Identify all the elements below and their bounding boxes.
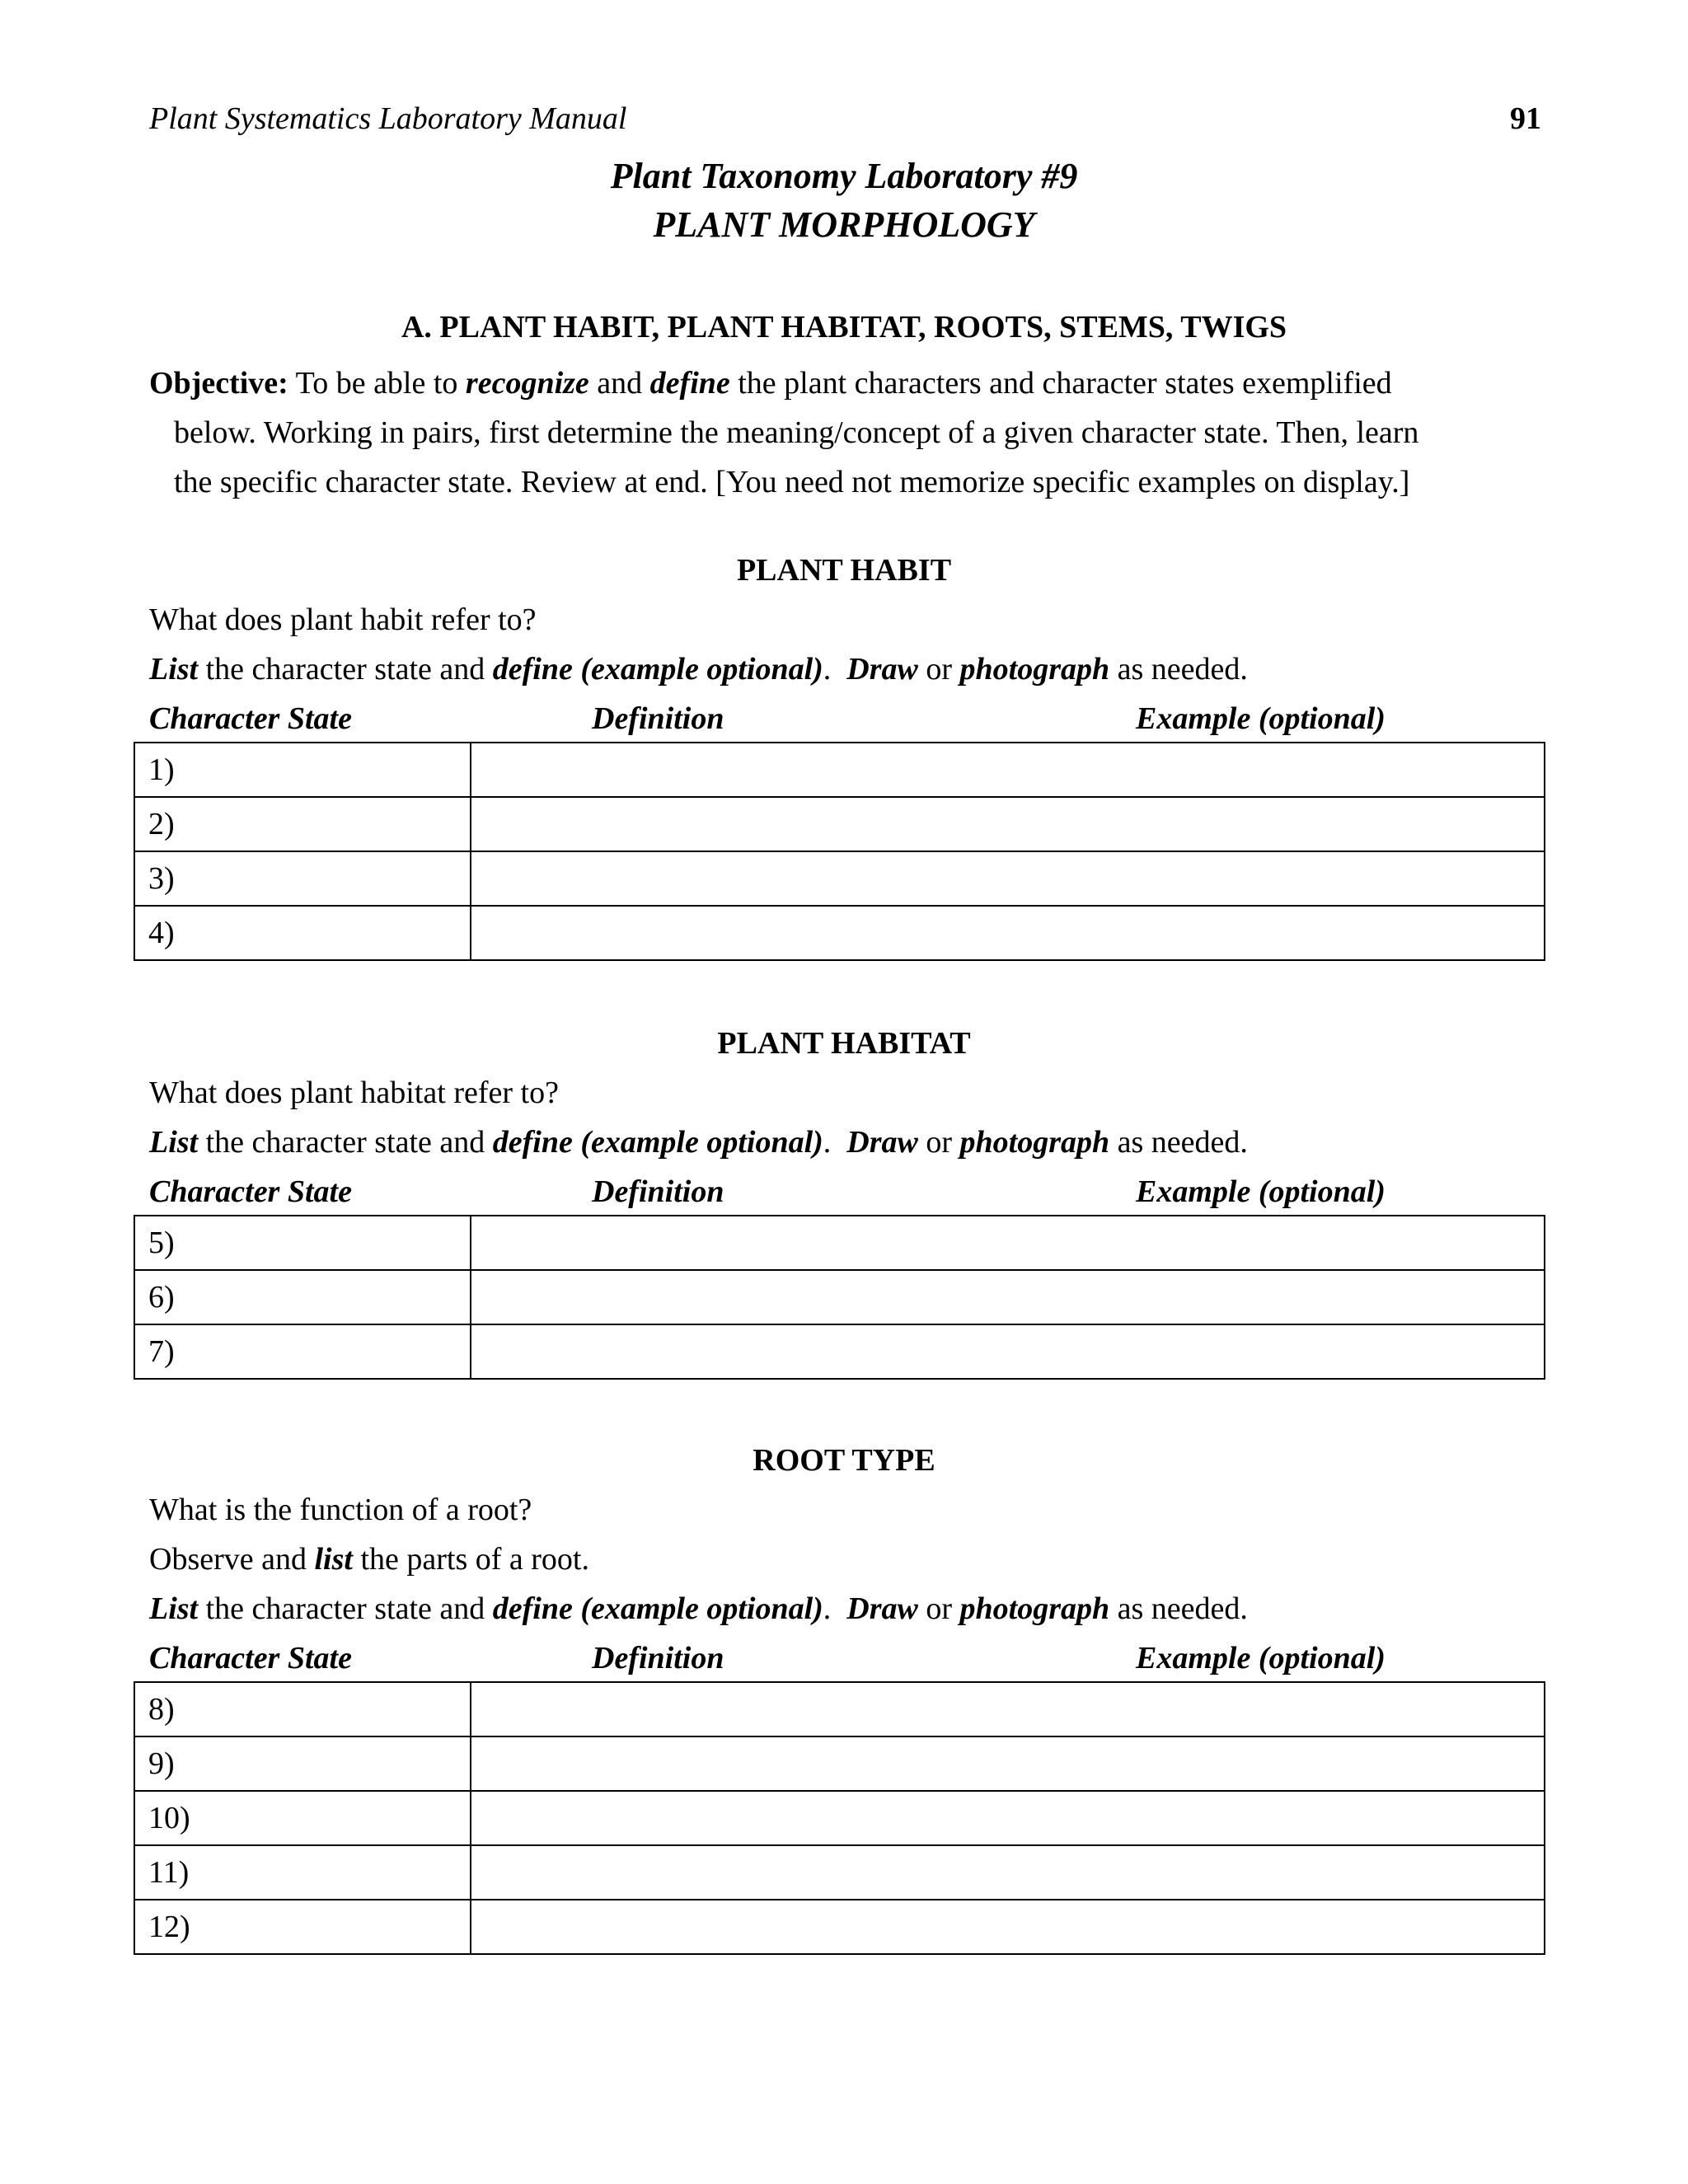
- instr-photograph: photograph: [959, 1591, 1110, 1626]
- definition-cell[interactable]: [471, 743, 1545, 797]
- definition-cell[interactable]: [471, 1270, 1545, 1324]
- objective-line-3: the specific character state. Review at end. [You need not memorize specific examples on display.]: [174, 465, 1410, 499]
- lab-subtitle: PLANT MORPHOLOGY: [653, 204, 1035, 245]
- col-header-example: Example (optional): [1136, 1641, 1386, 1675]
- row-number: 5): [134, 1216, 471, 1270]
- table-row: [134, 1682, 1545, 1736]
- instr-photograph: photograph: [959, 1125, 1110, 1160]
- table-row: [134, 1324, 1545, 1379]
- instr-draw: Draw: [846, 1125, 918, 1160]
- definition-cell[interactable]: [471, 1216, 1545, 1270]
- row-number: 7): [134, 1324, 471, 1379]
- plant-habit-heading: PLANT HABIT: [736, 553, 952, 588]
- table-row: [134, 1270, 1545, 1324]
- instr-period: .: [823, 1591, 832, 1626]
- plant-habit-question: What does plant habit refer to?: [149, 602, 537, 637]
- instr-as-needed: as needed.: [1117, 1125, 1248, 1160]
- instr-period: .: [823, 1125, 832, 1160]
- row-number: 2): [134, 797, 471, 851]
- instr-or: or: [926, 1125, 953, 1160]
- table-row: [134, 1791, 1545, 1845]
- observe-text: Observe and: [149, 1542, 307, 1577]
- instr-draw: Draw: [846, 1591, 918, 1626]
- instr-photograph: photograph: [959, 652, 1110, 687]
- col-header-state: Character State: [149, 1174, 352, 1209]
- root-type-table: [134, 1681, 1545, 1955]
- plant-habitat-heading: PLANT HABITAT: [717, 1026, 971, 1061]
- instr-text: the character state and: [205, 652, 485, 687]
- instr-draw: Draw: [846, 652, 918, 687]
- definition-cell[interactable]: [471, 1845, 1545, 1900]
- row-number: 12): [134, 1900, 471, 1954]
- objective-label: Objective:: [149, 366, 288, 401]
- definition-cell[interactable]: [471, 1791, 1545, 1845]
- instr-text: the character state and: [205, 1591, 485, 1626]
- col-header-example: Example (optional): [1136, 701, 1386, 736]
- section-a-heading: A. PLANT HABIT, PLANT HABITAT, ROOTS, STEMS, TWIGS: [401, 310, 1287, 344]
- row-number: 4): [134, 906, 471, 960]
- col-header-definition: Definition: [592, 1174, 724, 1209]
- col-header-definition: Definition: [592, 1641, 724, 1675]
- row-number: 6): [134, 1270, 471, 1324]
- plant-habitat-table: [134, 1215, 1545, 1380]
- col-header-example: Example (optional): [1136, 1174, 1386, 1209]
- root-type-observe: [149, 1541, 589, 1577]
- table-row: [134, 1900, 1545, 1954]
- definition-cell[interactable]: [471, 1900, 1545, 1954]
- objective-line-2: below. Working in pairs, first determine the meaning/concept of a given character state. Then, learn: [174, 415, 1419, 450]
- row-number: 8): [134, 1682, 471, 1736]
- objective-paragraph: [149, 359, 1550, 507]
- instr-define: define (example optional): [492, 1125, 823, 1160]
- instr-as-needed: as needed.: [1117, 652, 1248, 687]
- manual-title: Plant Systematics Laboratory Manual: [149, 101, 627, 136]
- row-number: 9): [134, 1736, 471, 1791]
- plant-habitat-question: What does plant habitat refer to?: [149, 1076, 559, 1110]
- objective-text: and: [597, 366, 643, 401]
- table-row: [134, 797, 1545, 851]
- definition-cell[interactable]: [471, 1324, 1545, 1379]
- table-row: [134, 743, 1545, 797]
- instr-list: List: [149, 1125, 199, 1160]
- objective-text: To be able to: [295, 366, 458, 401]
- table-row: [134, 1845, 1545, 1900]
- row-number: 11): [134, 1845, 471, 1900]
- definition-cell[interactable]: [471, 1682, 1545, 1736]
- instr-define: define (example optional): [492, 652, 823, 687]
- lab-title: Plant Taxonomy Laboratory #9: [610, 156, 1078, 196]
- col-header-definition: Definition: [592, 701, 724, 736]
- root-type-heading: ROOT TYPE: [753, 1443, 935, 1478]
- plant-habitat-instructions: [149, 1124, 1248, 1160]
- plant-habit-table: [134, 742, 1545, 961]
- root-type-question: What is the function of a root?: [149, 1493, 532, 1527]
- table-row: [134, 1736, 1545, 1791]
- instr-define: define (example optional): [492, 1591, 823, 1626]
- table-row: [134, 906, 1545, 960]
- objective-text: the plant characters and character states exemplified: [738, 366, 1392, 401]
- table-row: [134, 1216, 1545, 1270]
- row-number: 10): [134, 1791, 471, 1845]
- plant-habit-instructions: [149, 651, 1248, 687]
- definition-cell[interactable]: [471, 797, 1545, 851]
- table-row: [134, 851, 1545, 906]
- objective-recognize: recognize: [465, 366, 589, 401]
- row-number: 3): [134, 851, 471, 906]
- instr-list: List: [149, 1591, 199, 1626]
- instr-text: the character state and: [205, 1125, 485, 1160]
- instr-or: or: [926, 1591, 953, 1626]
- root-type-instructions: [149, 1591, 1248, 1627]
- definition-cell[interactable]: [471, 851, 1545, 906]
- objective-define: define: [649, 366, 730, 401]
- observe-text: the parts of a root.: [360, 1542, 589, 1577]
- col-header-state: Character State: [149, 1641, 352, 1675]
- page-number: 91: [1510, 101, 1541, 136]
- col-header-state: Character State: [149, 701, 352, 736]
- observe-list: list: [314, 1542, 353, 1577]
- definition-cell[interactable]: [471, 906, 1545, 960]
- definition-cell[interactable]: [471, 1736, 1545, 1791]
- instr-as-needed: as needed.: [1117, 1591, 1248, 1626]
- instr-period: .: [823, 652, 832, 687]
- instr-or: or: [926, 652, 953, 687]
- row-number: 1): [134, 743, 471, 797]
- instr-list: List: [149, 652, 199, 687]
